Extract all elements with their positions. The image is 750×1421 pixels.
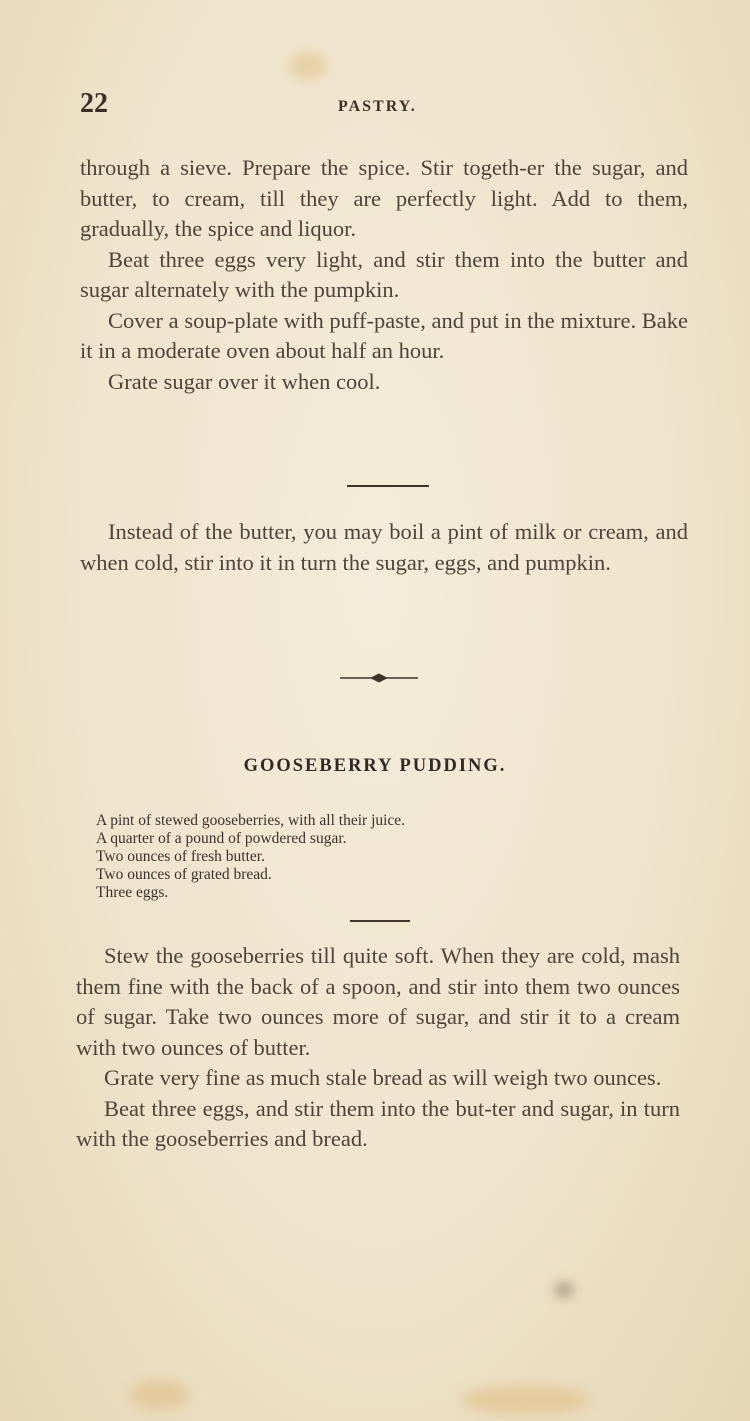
ingredient-item: Two ounces of grated bread. [96, 866, 272, 883]
paragraph: Beat three eggs very light, and stir them into the butter and sugar alternately with the pumpkin. [80, 246, 688, 302]
paragraph: Cover a soup-plate with puff-paste, and put in the mixture. Bake it in a moderate oven about half an hour. [80, 307, 688, 363]
ornament-divider [340, 672, 418, 684]
paragraph: Grate sugar over it when cool. [108, 368, 381, 394]
paper-stain [288, 52, 328, 80]
recipe-directions [76, 941, 680, 1155]
ingredient-item: A quarter of a pound of powdered sugar. [96, 830, 347, 847]
ingredient-item: Two ounces of fresh butter. [96, 848, 265, 865]
section-variation [80, 517, 688, 578]
paper-stain [130, 1380, 190, 1410]
ingredient-item: A pint of stewed gooseberries, with all their juice. [96, 812, 406, 829]
running-head: PASTRY. [338, 98, 417, 115]
ingredient-item: Three eggs. [96, 884, 169, 901]
paragraph: Instead of the butter, you may boil a pint of milk or cream, and when cold, stir into it in turn the sugar, eggs, and pumpkin. [80, 519, 688, 575]
ingredient-list [96, 812, 405, 902]
paper-stain [460, 1385, 590, 1415]
recipe-title: GOOSEBERRY PUDDING. [243, 756, 507, 776]
paragraph: Beat three eggs, and stir them into the but-ter and sugar, in turn with the gooseberries and bread. [76, 1095, 680, 1151]
page-header [80, 88, 690, 128]
divider-rule [347, 485, 429, 487]
paragraph: through a sieve. Prepare the spice. Stir togeth-er the sugar, and butter, to cream, till they are perfectly light. Add to them, gradually, the spice and liquor. [80, 155, 688, 241]
section-pumpkin-continued [80, 153, 688, 397]
page-number: 22 [80, 88, 108, 119]
paper-stain [555, 1283, 573, 1297]
paragraph: Grate very fine as much stale bread as will weigh two ounces. [104, 1065, 662, 1090]
divider-rule [350, 920, 410, 922]
paragraph: Stew the gooseberries till quite soft. When they are cold, mash them fine with the back of a spoon, and stir into them two ounces of sugar. Take two ounces more of sugar, and stir it to a cream with two ounces of butter. [76, 943, 680, 1060]
